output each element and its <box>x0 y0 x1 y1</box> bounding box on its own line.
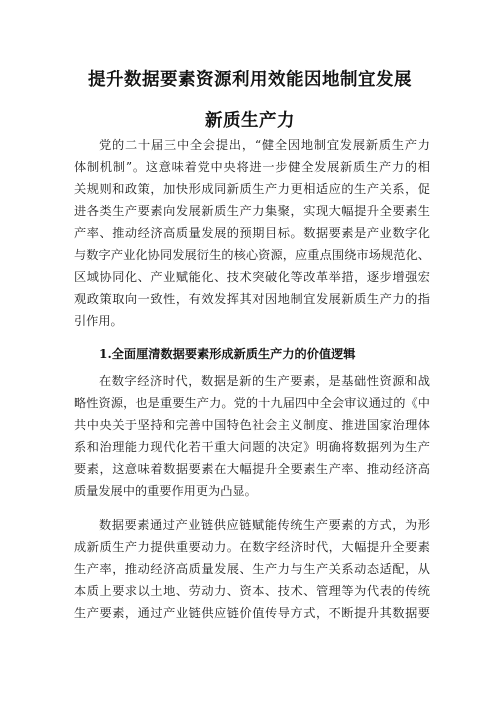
document-title-line-2: 新质生产力 <box>205 111 295 131</box>
paragraph-2-line: 在数字经济时代，数据是新的生产要素，是基础性资源和战 <box>99 374 430 388</box>
paragraph-1-line: 党的二十届三中全会提出，“健全因地制宜发展新质生产力 <box>99 138 430 152</box>
paragraph-1-line: 产率、推动经济高质量发展的预期目标。数据要素是产业数字化 <box>74 226 430 240</box>
paragraph-3-line: 成新质生产力提供重要动力。在数字经济时代，大幅提升全要素 <box>74 540 430 554</box>
paragraph-1-line: 体制机制”。这意味着党中央将进一步健全发展新质生产力的相 <box>74 160 430 174</box>
paragraph-1-line: 进各类生产要素向发展新质生产力集聚，实现大幅提升全要素生 <box>74 204 430 218</box>
paragraph-3-line: 本质上要求以土地、劳动力、资本、技术、管理等为代表的传统 <box>74 584 430 598</box>
paragraph-3-line: 数据要素通过产业链供应链赋能传统生产要素的方式，为形 <box>99 518 430 532</box>
paragraph-1-line: 关规则和政策，加快形成同新质生产力更相适应的生产关系，促 <box>74 182 430 196</box>
document-title-line-1: 提升数据要素资源利用效能因地制宜发展 <box>88 70 412 90</box>
section-heading: 1.全面厘清数据要素形成新质生产力的价值逻辑 <box>99 347 356 361</box>
paragraph-2-line: 略性资源，也是重要生产力。党的十九届四中全会审议通过的《中 <box>74 396 430 410</box>
paragraph-3-line: 生产要素，通过产业链供应链价值传导方式，不断提升其数据要 <box>74 606 430 620</box>
paragraph-1-line: 与数字产业化协同发展衍生的核心资源，应重点围绕市场规范化、 <box>74 248 430 262</box>
paragraph-2-line: 要素，这意味着数据要素在大幅提升全要素生产率、推动经济高 <box>74 462 430 476</box>
paragraph-1-line: 观政策取向一致性，有效发挥其对因地制宜发展新质生产力的指 <box>74 292 430 306</box>
paragraph-2-line: 系和治理能力现代化若干重大问题的决定》明确将数据列为生产 <box>74 440 430 454</box>
paragraph-2-line: 共中央关于坚持和完善中国特色社会主义制度、推进国家治理体 <box>74 418 430 432</box>
paragraph-3-line: 生产率，推动经济高质量发展、生产力与生产关系动态适配，从 <box>74 562 430 576</box>
paragraph-1-line: 区域协同化、产业赋能化、技术突破化等改革举措，逐步增强宏 <box>74 270 430 284</box>
paragraph-2-line: 质量发展中的重要作用更为凸显。 <box>74 484 257 498</box>
paragraph-1-line: 引作用。 <box>74 314 123 328</box>
